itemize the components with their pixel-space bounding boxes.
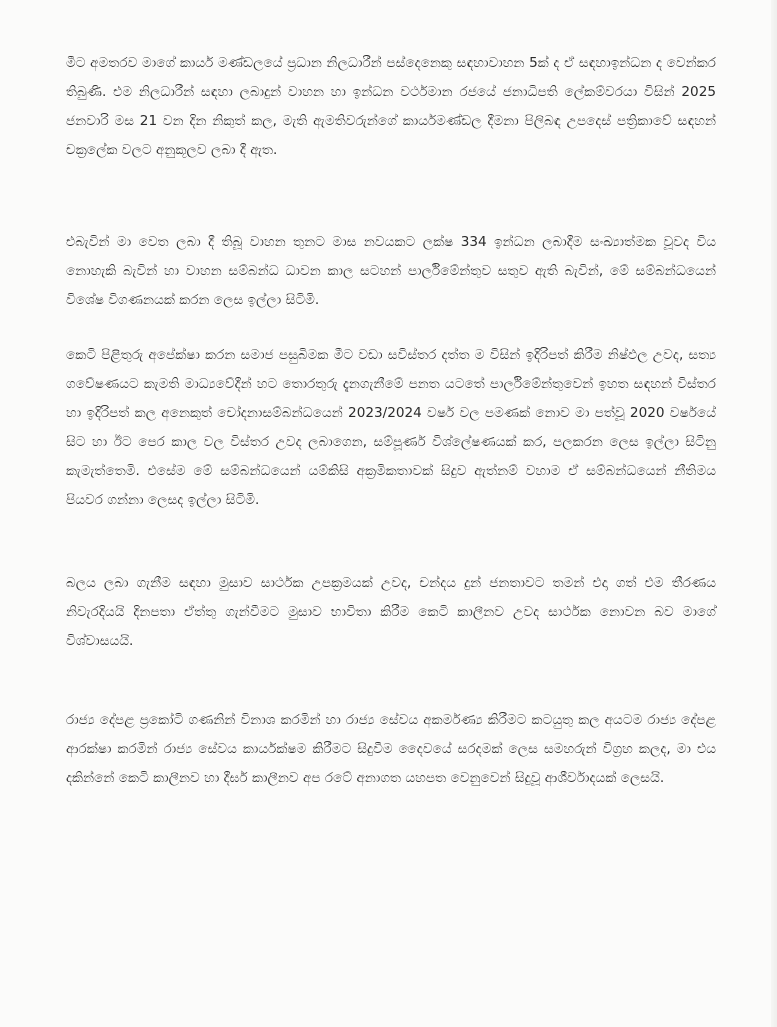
paragraph-vehicles-allocation: මීට අමතරව මාගේ කාර්ය මණ්ඩලයේ ප්‍රධාන නිලධාරීන් පස්දෙනෙකු සඳහාවාහන 5ක් ද ඒ සඳහාඉන්ධන ද වෙන්කර තිබුණි. එම නිලධාරීන් සඳහා ලබාදුන් වාහන හා ඉන්ධන වර්ථමාන රජයේ ජනාධිපති ලේකම්වරයා විසින් 2025 ජනවාරි මස 21 වන දින නිකුත් කල, මැති ඇමතිවරුන්ගේ කාර්යමණ්ඩල දීමනා පිලිබඳ උපදෙස් පත්‍රිකාවේ සඳහන් චක්‍රලේක වලට අනුකූලව ලබා දී ඇත.: [66, 55, 716, 158]
paragraph-information-request: කෙටි පිළිතුරු අපේක්ෂා කරන සමාජ පසුබිමක මීට වඩා සවිස්තර දත්ත ම විසින් ඉදිරිපත් කිරීම නිෂ්ඵල උවද, සත්‍ය ගවේෂණයට කැමති මාධ්‍යවේදීන් හට තොරතුරු දැනගැනීමේ පනත යටතේ පාර්ලිමේන්තුවෙන් ඉහත සඳහන් විස්තර හා ඉදිරිපත් කල අනෙකුත් චෝදනාසම්බන්ධයෙන් 2023/2024 වර්ෂ වල පමණක් නොව මා පත්වූ 2020 වර්ෂයේ සිට හා ඊට පෙර කාල වල විස්තර උවද ලබාගෙන, සම්පූර්ණ විශ්ලේෂණයක් කර, පලකරන ලෙස ඉල්ලා සිටිනු කැමැත්තෙමි. එසේම මේ සම්බන්ධයෙන් යම්කිසි අක්‍රමිකතාවක් සිදුව ඇත්නම් වහාම ඒ සම්බන්ධයෙන් නීතිමය පියවර ගන්නා ලෙසද ඉල්ලා සිටිමි.: [66, 347, 716, 508]
paragraph-closing-statement: රාජ්‍ය දේපළ ප්‍රකෝටි ගණනින් විනාශ කරමින් හා රාජ්‍ය සේවය අකර්මණ්‍ය කිරීමට කටයුතු කල අයටම රාජ්‍ය දේපළ ආරක්ෂා කරමින් රාජ්‍ය සේවය කාර්යක්ෂම කිරීමට සිදුවීම දෛවයේ සරදමක් ලෙස සමහරුන් විග්‍රහ කලද, මා එය දකින්නේ කෙටි කාලීනව හා දීර්ඝ කාලීනව අප රටේ අනාගත යහපත වෙනුවෙන් සිදුවූ ආශීර්වාදයක් ලෙසයි.: [66, 712, 716, 786]
paragraph-deception-statement: බලය ලබා ගැනීම සඳහා මුසාව සාර්ථක උපක්‍රමයක් උවද, චන්දය දුන් ජනතාවට තමන් එදා ගත් එම තීරණය නිවැරදියයි දිනපතා ඒත්තු ගැන්වීමට මුසාව භාවිතා කිරීම කෙටි කාලීනව උවද සාර්ථක නොවන බව මාගේ විශ්වාසයයි.: [66, 575, 716, 649]
page-edge: [771, 0, 777, 1027]
paragraph-audit-request: එබැවින් මා වෙත ලබා දී තිබූ වාහන තුනට මාස නවයකට ලක්ෂ 334 ඉන්ධන ලබාදීම සංඛ්‍යාත්මක වූවද විය නොහැකි බැවින් හා වාහන සම්බන්ධ ධාවන කාල සටහන් පාර්ලිමේන්තුව සතුව ඇති බැවින්, මේ සම්බන්ධයෙන් විශේෂ විගණනයක් කරන ලෙස ඉල්ලා සිටිමි.: [66, 234, 716, 308]
